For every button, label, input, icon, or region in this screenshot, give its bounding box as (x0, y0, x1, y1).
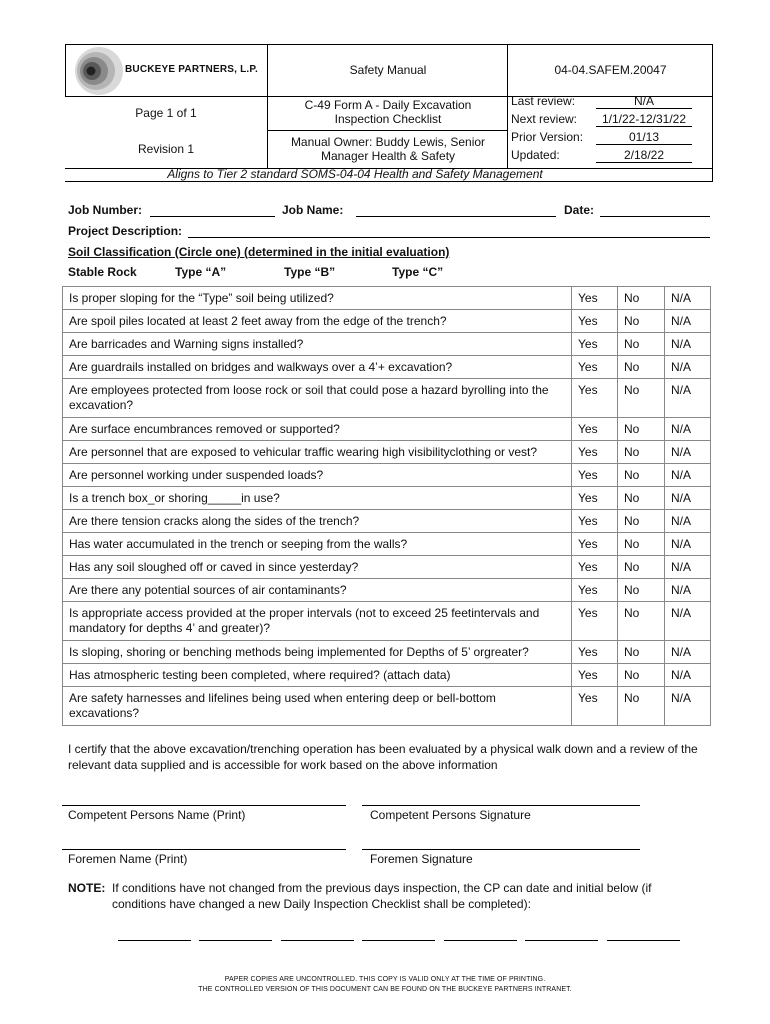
answer-yes[interactable]: Yes (572, 487, 618, 509)
soil-option-type-c[interactable]: Type “C” (392, 265, 444, 279)
table-row (63, 664, 711, 687)
soil-classification-heading: Soil Classification (Circle one) (determined in the initial evaluation) (68, 245, 450, 259)
certification-statement: I certify that the above excavation/trenching operation has been evaluated by a physical walk down and a review of the relevant data supplied and is accessible for work based on the above information (68, 742, 698, 772)
table-row (63, 602, 711, 641)
answer-yes[interactable]: Yes (572, 664, 618, 686)
answer-no[interactable]: No (618, 487, 665, 509)
answer-na[interactable]: N/A (665, 310, 711, 332)
answer-na[interactable]: N/A (665, 641, 711, 663)
question-text: Are guardrails installed on bridges and walkways over a 4’+ excavation? (63, 356, 572, 378)
answer-na[interactable]: N/A (665, 333, 711, 355)
answer-na[interactable]: N/A (665, 464, 711, 486)
answer-no[interactable]: No (618, 310, 665, 332)
answer-yes[interactable]: Yes (572, 356, 618, 378)
answer-no[interactable]: No (618, 602, 665, 640)
manual-title: Safety Manual (349, 63, 427, 77)
answer-no[interactable]: No (618, 510, 665, 532)
answer-na[interactable]: N/A (665, 510, 711, 532)
footer-line2: THE CONTROLLED VERSION OF THIS DOCUMENT CAN BE FOUND ON THE BUCKEYE PARTNERS INTRANET. (198, 986, 572, 993)
answer-na[interactable]: N/A (665, 664, 711, 686)
answer-yes[interactable]: Yes (572, 533, 618, 555)
answer-no[interactable]: No (618, 687, 665, 725)
answer-yes[interactable]: Yes (572, 641, 618, 663)
date-initial-line[interactable] (525, 940, 598, 941)
answer-na[interactable]: N/A (665, 533, 711, 555)
answer-yes[interactable]: Yes (572, 441, 618, 463)
question-text: Are personnel that are exposed to vehicular traffic wearing high visibilityclothing or vest? (63, 441, 572, 463)
answer-na[interactable]: N/A (665, 687, 711, 725)
date-label: Date: (564, 203, 595, 217)
answer-no[interactable]: No (618, 641, 665, 663)
manual-owner-line1: Manual Owner: Buddy Lewis, Senior (290, 135, 486, 149)
date-initial-line[interactable] (607, 940, 680, 941)
answer-no[interactable]: No (618, 464, 665, 486)
answer-yes[interactable]: Yes (572, 556, 618, 578)
question-text: Are spoil piles located at least 2 feet away from the edge of the trench? (63, 310, 572, 332)
question-text: Are surface encumbrances removed or supported? (63, 418, 572, 440)
table-row (63, 310, 711, 333)
answer-na[interactable]: N/A (665, 287, 711, 309)
answer-na[interactable]: N/A (665, 441, 711, 463)
soil-option-type-b[interactable]: Type “B” (284, 265, 336, 279)
table-row (63, 418, 711, 441)
answer-no[interactable]: No (618, 579, 665, 601)
question-text: Are safety harnesses and lifelines being used when entering deep or bell-bottom excavations? (63, 687, 572, 725)
answer-no[interactable]: No (618, 556, 665, 578)
answer-na[interactable]: N/A (665, 556, 711, 578)
answer-yes[interactable]: Yes (572, 287, 618, 309)
table-row (63, 533, 711, 556)
next-review-label: Next review: (511, 112, 578, 126)
answer-na[interactable]: N/A (665, 602, 711, 640)
last-review-label: Last review: (511, 94, 576, 108)
prior-version-value: 01/13 (596, 130, 692, 145)
answer-no[interactable]: No (618, 333, 665, 355)
question-text: Are barricades and Warning signs installed? (63, 333, 572, 355)
question-text: Is a trench box_or shoring_____in use? (63, 487, 572, 509)
table-row (63, 356, 711, 379)
answer-yes[interactable]: Yes (572, 579, 618, 601)
table-row (63, 556, 711, 579)
foreman-name-label: Foremen Name (Print) (68, 852, 188, 866)
updated-value: 2/18/22 (596, 148, 692, 163)
date-initial-line[interactable] (362, 940, 435, 941)
note-block (68, 880, 708, 911)
table-row (63, 441, 711, 464)
question-text: Has atmospheric testing been completed, where required? (attach data) (63, 664, 572, 686)
answer-yes[interactable]: Yes (572, 602, 618, 640)
question-text: Is appropriate access provided at the proper intervals (not to exceed 25 feetintervals and mandatory for depths 4’ and greater)? (63, 602, 572, 640)
prior-version-label: Prior Version: (511, 130, 584, 144)
date-initial-line[interactable] (444, 940, 517, 941)
question-text: Has water accumulated in the trench or seeping from the walls? (63, 533, 572, 555)
date-initial-line[interactable] (199, 940, 272, 941)
answer-yes[interactable]: Yes (572, 510, 618, 532)
table-row (63, 287, 711, 310)
question-text: Is proper sloping for the “Type” soil being utilized? (63, 287, 572, 309)
answer-no[interactable]: No (618, 664, 665, 686)
project-description-label: Project Description: (68, 224, 183, 238)
date-initial-line[interactable] (118, 940, 191, 941)
answer-no[interactable]: No (618, 441, 665, 463)
answer-yes[interactable]: Yes (572, 464, 618, 486)
cp-signature-label: Competent Persons Signature (370, 808, 531, 822)
job-name-label: Job Name: (282, 203, 344, 217)
answer-no[interactable]: No (618, 356, 665, 378)
next-review-value: 1/1/22-12/31/22 (596, 112, 692, 127)
answer-na[interactable]: N/A (665, 356, 711, 378)
date-field[interactable] (600, 216, 710, 217)
inspection-checklist-table (62, 286, 711, 726)
answer-na[interactable]: N/A (665, 379, 711, 417)
page-indicator: Page 1 of 1 (135, 106, 197, 120)
table-row (63, 687, 711, 726)
project-description-field[interactable] (188, 237, 710, 238)
footer-line1: PAPER COPIES ARE UNCONTROLLED. THIS COPY IS VALID ONLY AT THE TIME OF PRINTING. (224, 976, 546, 983)
table-row (63, 641, 711, 664)
answer-yes[interactable]: Yes (572, 310, 618, 332)
form-title-line2: Inspection Checklist (334, 112, 442, 126)
question-text: Has any soil sloughed off or caved in since yesterday? (63, 556, 572, 578)
last-review-value: N/A (596, 94, 692, 109)
job-number-field[interactable] (150, 216, 275, 217)
table-row (63, 579, 711, 602)
table-row (63, 379, 711, 418)
table-row (63, 487, 711, 510)
answer-yes[interactable]: Yes (572, 379, 618, 417)
question-text: Are there any potential sources of air contaminants? (63, 579, 572, 601)
answer-no[interactable]: No (618, 379, 665, 417)
note-text: If conditions have not changed from the previous days inspection, the CP can date and initial below (if conditions have changed a new Daily Inspection Checklist shall be completed): (112, 881, 652, 911)
job-number-label: Job Number: (68, 203, 143, 217)
manual-owner-line2: Manager Health & Safety (320, 149, 456, 163)
cp-name-label: Competent Persons Name (Print) (68, 808, 246, 822)
soil-option-stable-rock[interactable]: Stable Rock (68, 265, 137, 279)
buckeye-logo-icon (72, 46, 126, 96)
answer-yes[interactable]: Yes (572, 418, 618, 440)
updated-label: Updated: (511, 148, 560, 162)
table-row (63, 333, 711, 356)
question-text: Are employees protected from loose rock or soil that could pose a hazard byrolling into the excavation? (63, 379, 572, 417)
cp-signature-line[interactable] (362, 805, 640, 806)
question-text: Are personnel working under suspended loads? (63, 464, 572, 486)
question-text: Are there tension cracks along the sides of the trench? (63, 510, 572, 532)
table-row (63, 510, 711, 533)
answer-no[interactable]: No (618, 287, 665, 309)
answer-na[interactable]: N/A (665, 579, 711, 601)
answer-yes[interactable]: Yes (572, 687, 618, 725)
job-name-field[interactable] (356, 216, 556, 217)
answer-na[interactable]: N/A (665, 487, 711, 509)
form-title-line1: C-49 Form A - Daily Excavation (304, 98, 472, 112)
answer-no[interactable]: No (618, 418, 665, 440)
company-name: BUCKEYE PARTNERS, L.P. (125, 64, 258, 75)
document-number: 04-04.SAFEM.20047 (554, 63, 667, 77)
cp-name-line[interactable] (62, 805, 346, 806)
soil-option-type-a[interactable]: Type “A” (175, 265, 227, 279)
tier-alignment-note: Aligns to Tier 2 standard SOMS-04-04 Health and Safety Management (167, 167, 543, 181)
answer-no[interactable]: No (618, 533, 665, 555)
revision-label: Revision 1 (137, 142, 195, 156)
foreman-name-line[interactable] (62, 849, 346, 850)
foreman-signature-label: Foremen Signature (370, 852, 473, 866)
foreman-signature-line[interactable] (362, 849, 640, 850)
table-row (63, 464, 711, 487)
question-text: Is sloping, shoring or benching methods being implemented for Depths of 5’ orgreater? (63, 641, 572, 663)
date-initial-line[interactable] (281, 940, 354, 941)
answer-na[interactable]: N/A (665, 418, 711, 440)
note-label: NOTE: (68, 881, 106, 895)
answer-yes[interactable]: Yes (572, 333, 618, 355)
